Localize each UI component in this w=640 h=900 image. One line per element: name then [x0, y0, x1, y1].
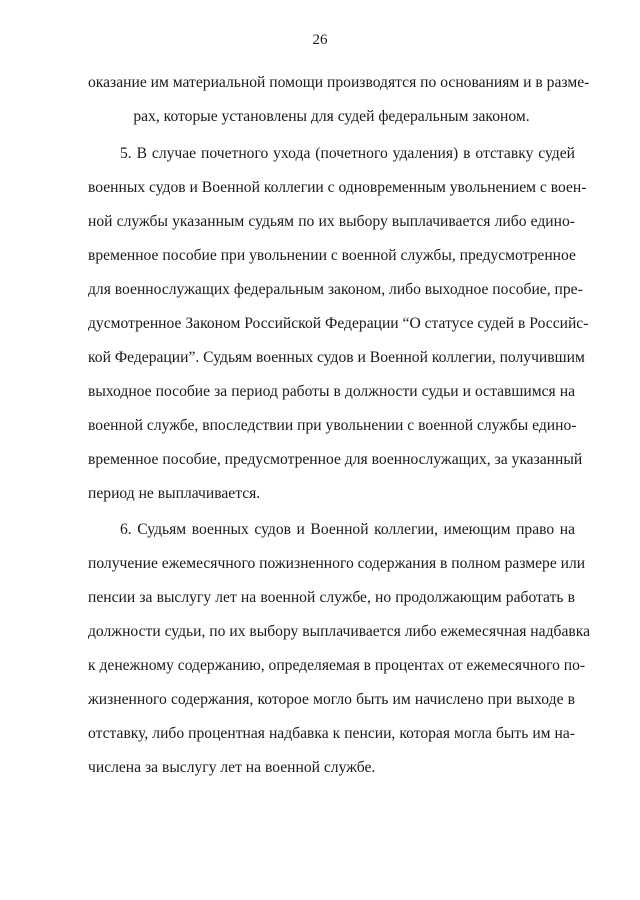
text-line: оказание им материальной помощи производятся по основаниям и в разме-: [88, 74, 590, 91]
text-line: военных судов и Военной коллегии с одновременным увольнением с воен-: [88, 179, 587, 196]
text-line: жизненного содержания, которое могло быть им начислено при выходе в: [88, 691, 575, 708]
text-line: период не выплачивается.: [88, 485, 261, 502]
text-line: кой Федерации”. Судьям военных судов и Военной коллегии, получившим: [88, 349, 585, 366]
text-line: должности судьи, по их выбору выплачивается либо ежемесячная надбавка: [88, 623, 590, 640]
text-line: временное пособие при увольнении с военной службы, предусмотренное: [88, 247, 576, 264]
text-line: 5. В случае почетного ухода (почетного удаления) в отставку судей: [120, 145, 575, 162]
text-line: отставку, либо процентная надбавка к пенсии, которая могла быть им на-: [88, 725, 575, 742]
text-line: временное пособие, предусмотренное для военнослужащих, за указанный: [88, 451, 583, 468]
text-line: 6. Судьям военных судов и Военной коллегии, имеющим право на: [120, 521, 575, 538]
text-line: пенсии за выслугу лет на военной службе, но продолжающим работать в: [88, 589, 575, 606]
text-line: ной службы указанным судьям по их выбору выплачивается либо едино-: [88, 213, 575, 230]
text-line: рах, которые установлены для судей федеральным законом.: [133, 108, 530, 125]
text-line: для военнослужащих федеральным законом, либо выходное пособие, пре-: [88, 281, 583, 298]
text-line: числена за выслугу лет на военной службе.: [88, 759, 376, 776]
text-line: к денежному содержанию, определяемая в процентах от ежемесячного по-: [88, 657, 586, 674]
text-line: получение ежемесячного пожизненного содержания в полном размере или: [88, 555, 586, 572]
text-line: выходное пособие за период работы в должности судьи и оставшимся на: [88, 383, 575, 400]
page-number: 26: [312, 32, 328, 48]
text-line: военной службе, впоследствии при увольнении с военной службы едино-: [88, 417, 577, 434]
text-line: дусмотренное Законом Российской Федерации “О статусе судей в Российс-: [88, 315, 589, 332]
